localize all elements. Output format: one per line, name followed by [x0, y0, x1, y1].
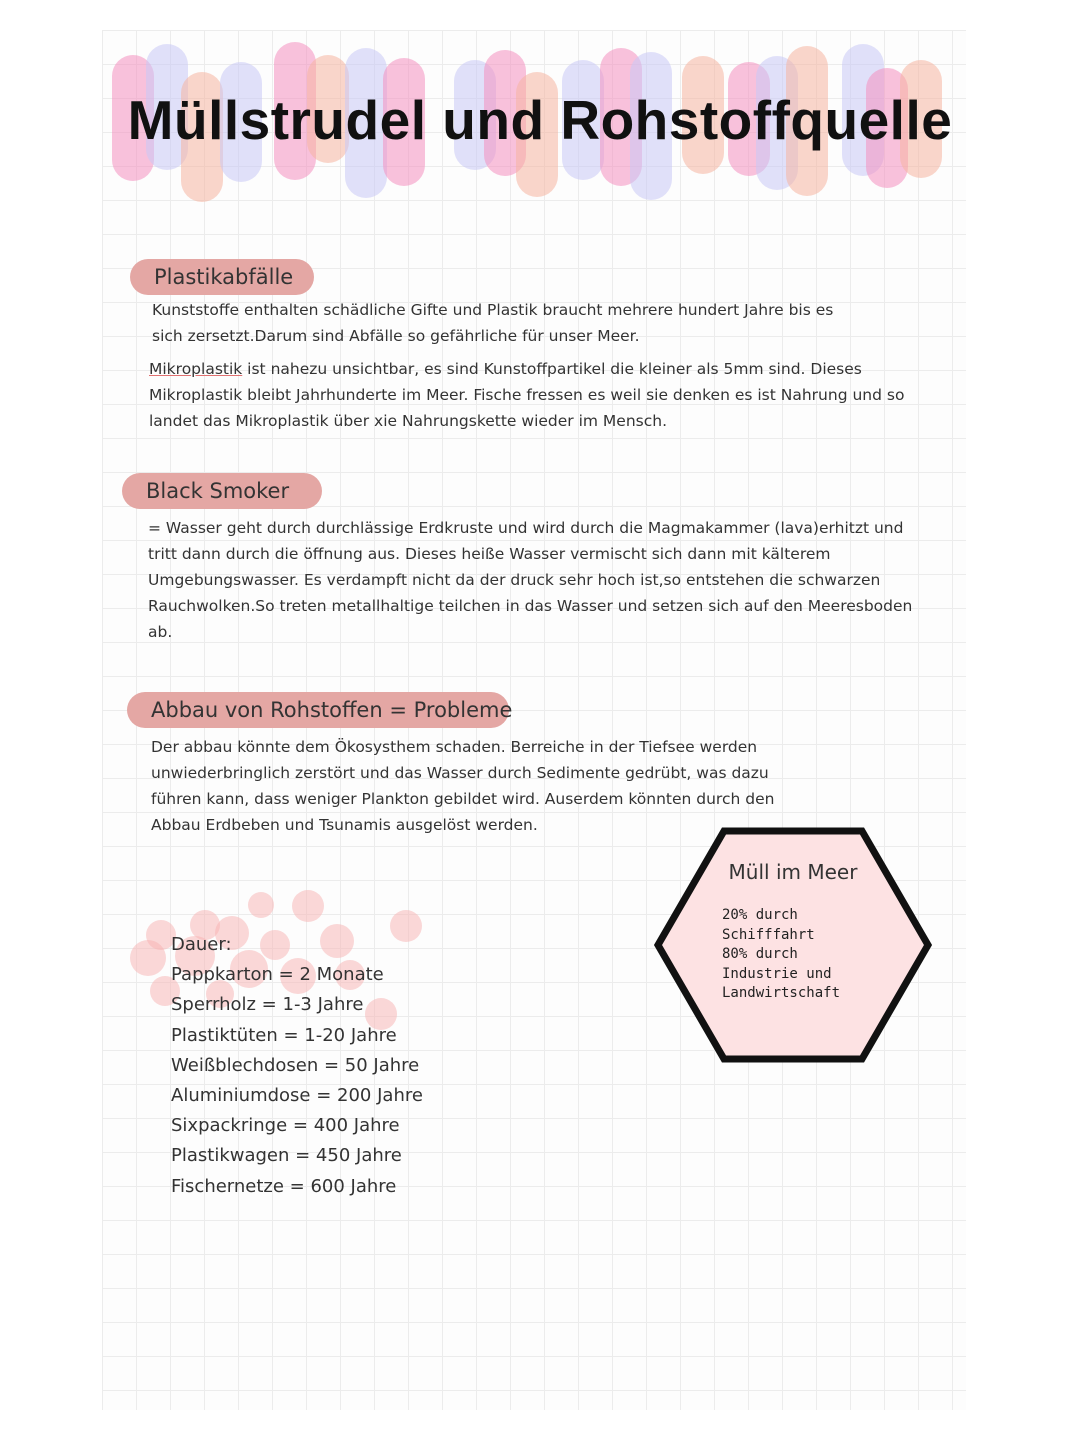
- list-item: Fischernetze = 600 Jahre: [171, 1175, 397, 1197]
- black-smoker-paragraph: [148, 515, 912, 645]
- text-line: 20% durch: [722, 907, 798, 923]
- mikroplastik-paragraph: [149, 356, 904, 434]
- dauer-list: [171, 930, 423, 1202]
- section-heading-abbau: Abbau von Rohstoffen = Probleme: [127, 692, 509, 728]
- text-line: ab.: [148, 623, 173, 641]
- section-heading-black-smoker: Black Smoker: [122, 473, 322, 509]
- text-line: Der abbau könnte dem Ökosysthem schaden. Berreiche in der Tiefsee werden: [151, 738, 758, 756]
- text-line: 80% durch: [722, 946, 798, 962]
- text-line: Rauchwolken.So treten metallhaltige teilchen in das Wasser und setzen sich auf den Meeresboden: [148, 597, 913, 615]
- mikroplastik-term: Mikroplastik: [149, 360, 243, 378]
- section-heading-plastik: Plastikabfälle: [130, 259, 314, 295]
- text-line: tritt dann durch die öffnung aus. Dieses heiße Wasser vermischt sich dann mit kälterem: [148, 545, 831, 563]
- text-line: Kunststoffe enthalten schädliche Gifte und Plastik braucht mehrere hundert Jahre bis es: [152, 301, 834, 319]
- text-line: [149, 356, 904, 382]
- list-item: Plastikwagen = 450 Jahre: [171, 1145, 402, 1167]
- hexagon-text: [722, 906, 840, 1004]
- dauer-label: Dauer:: [171, 934, 232, 955]
- page-title: Müllstrudel und Rohstoffquelle: [127, 89, 953, 151]
- hexagon-title: Müll im Meer: [728, 860, 858, 884]
- list-item: Pappkarton = 2 Monate: [171, 964, 384, 986]
- plastik-paragraph: [152, 297, 833, 349]
- text-fragment: ist nahezu unsichtbar, es sind Kunstoffpartikel die kleiner als 5mm sind. Dieses: [242, 360, 862, 378]
- text-line: Abbau Erdbeben und Tsunamis ausgelöst werden.: [151, 816, 538, 834]
- text-line: Landwirtschaft: [722, 985, 841, 1001]
- text-line: unwiederbringlich zerstört und das Wasser durch Sedimente gedrübt, was dazu: [151, 764, 769, 782]
- text-line: = Wasser geht durch durchlässige Erdkruste und wird durch die Magmakammer (lava)erhitzt und: [148, 519, 904, 537]
- text-line: Industrie und: [722, 965, 832, 982]
- list-item: Sixpackringe = 400 Jahre: [171, 1115, 400, 1137]
- text-line: landet das Mikroplastik über xie Nahrungskette wieder im Mensch.: [149, 412, 668, 430]
- list-item: Weißblechdosen = 50 Jahre: [171, 1054, 420, 1076]
- text-line: sich zersetzt.Darum sind Abfälle so gefährliche für unser Meer.: [152, 327, 640, 345]
- text-line: Mikroplastik bleibt Jahrhunderte im Meer. Fische fressen es weil sie denken es ist Nahrung und so: [149, 386, 905, 404]
- text-line: Umgebungswasser. Es verdampft nicht da der druck sehr hoch ist,so entstehen die schwarzen: [148, 571, 881, 589]
- list-item: Sperrholz = 1-3 Jahre: [171, 994, 364, 1016]
- list-item: Aluminiumdose = 200 Jahre: [171, 1085, 423, 1107]
- abbau-paragraph: [151, 734, 774, 838]
- text-line: führen kann, dass weniger Plankton gebildet wird. Auserdem könnten durch den: [151, 790, 775, 808]
- list-item: Plastiktüten = 1-20 Jahre: [171, 1024, 397, 1046]
- text-line: Schifffahrt: [722, 926, 815, 943]
